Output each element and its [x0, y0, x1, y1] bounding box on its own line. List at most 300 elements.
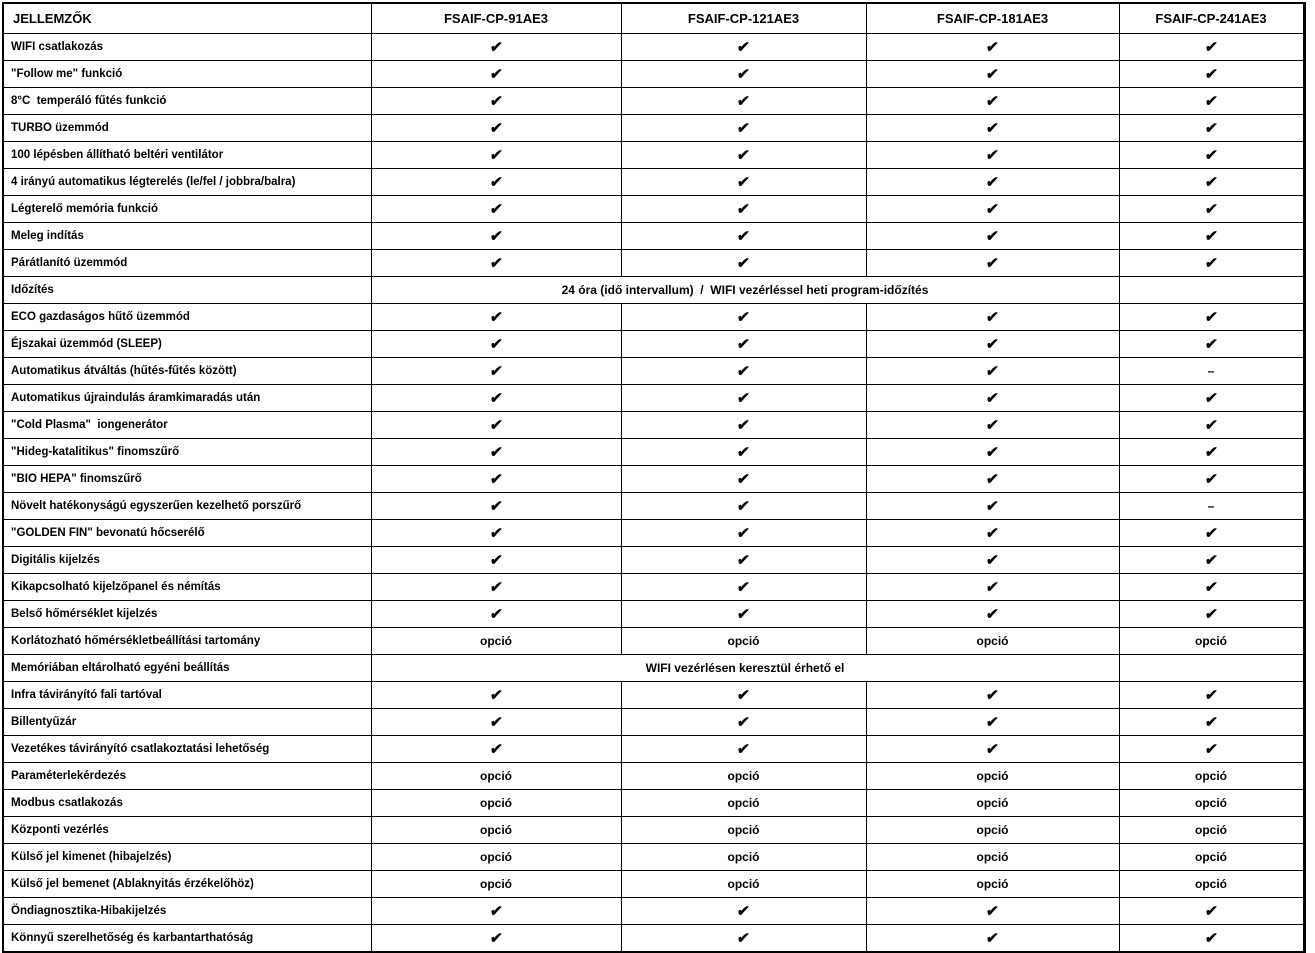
feature-label: Növelt hatékonyságú egyszerűen kezelhető porszűrő: [3, 493, 371, 520]
feature-value-cell: [621, 385, 866, 412]
feature-value-cell: [621, 169, 866, 196]
table-row: [3, 196, 1304, 223]
table-row: [3, 520, 1304, 547]
feature-label: "BIO HEPA" finomszűrő: [3, 466, 371, 493]
feature-value-cell: [866, 574, 1119, 601]
feature-value-cell: [866, 169, 1119, 196]
not-available-dash: –: [1119, 493, 1304, 520]
feature-value-cell: [621, 736, 866, 763]
check-icon: ✔: [736, 416, 751, 434]
feature-value-cell: [1119, 88, 1304, 115]
table-row: [3, 88, 1304, 115]
check-icon: ✔: [488, 146, 504, 164]
feature-label: "GOLDEN FIN" bevonatú hőcserélő: [3, 520, 371, 547]
table-row: [3, 331, 1304, 358]
option-value: opció: [866, 628, 1119, 655]
feature-value-cell: [1119, 709, 1304, 736]
empty-value-cell: [1119, 655, 1304, 682]
feature-value-cell: [866, 547, 1119, 574]
check-icon: ✔: [1203, 200, 1219, 218]
feature-label: TURBO üzemmód: [3, 115, 371, 142]
feature-value-cell: [371, 601, 621, 628]
feature-label: Billentyűzár: [3, 709, 371, 736]
model-column-header: FSAIF-CP-241AE3: [1119, 3, 1304, 34]
check-icon: ✔: [488, 686, 504, 704]
feature-value-cell: [621, 709, 866, 736]
check-icon: ✔: [736, 92, 751, 110]
check-icon: ✔: [1203, 551, 1219, 569]
feature-label: Modbus csatlakozás: [3, 790, 371, 817]
table-row: [3, 709, 1304, 736]
not-available-dash: –: [1119, 358, 1304, 385]
check-icon: ✔: [1203, 92, 1219, 110]
table-row: [3, 574, 1304, 601]
check-icon: ✔: [1203, 929, 1219, 947]
check-icon: ✔: [1203, 740, 1219, 758]
feature-value-cell: [1119, 547, 1304, 574]
table-row: [3, 412, 1304, 439]
check-icon: ✔: [1203, 335, 1219, 353]
feature-value-cell: [371, 169, 621, 196]
check-icon: ✔: [488, 740, 504, 758]
table-row: [3, 763, 1304, 790]
feature-label: Központi vezérlés: [3, 817, 371, 844]
feature-value-cell: [866, 115, 1119, 142]
check-icon: ✔: [736, 389, 751, 407]
check-icon: ✔: [736, 605, 751, 623]
feature-value-cell: [371, 736, 621, 763]
feature-comparison-table: [2, 2, 1306, 953]
option-value: opció: [621, 871, 866, 898]
check-icon: ✔: [488, 578, 504, 596]
table-row: [3, 142, 1304, 169]
check-icon: ✔: [736, 740, 751, 758]
option-value: opció: [1119, 871, 1304, 898]
feature-value-cell: [1119, 925, 1304, 953]
check-icon: ✔: [985, 389, 1000, 407]
feature-value-cell: [1119, 142, 1304, 169]
feature-label: Öndiagnosztika-Hibakijelzés: [3, 898, 371, 925]
feature-value-cell: [371, 331, 621, 358]
check-icon: ✔: [488, 92, 504, 110]
feature-value-cell: [1119, 601, 1304, 628]
feature-label: Légterelő memória funkció: [3, 196, 371, 223]
option-value: opció: [621, 628, 866, 655]
check-icon: ✔: [985, 362, 1000, 380]
table-row: [3, 493, 1304, 520]
feature-value-cell: [866, 358, 1119, 385]
feature-label: Belső hőmérséklet kijelzés: [3, 601, 371, 628]
check-icon: ✔: [488, 524, 504, 542]
check-icon: ✔: [985, 524, 1000, 542]
feature-value-cell: [371, 223, 621, 250]
feature-value-cell: [371, 520, 621, 547]
feature-value-cell: [1119, 412, 1304, 439]
check-icon: ✔: [488, 416, 504, 434]
feature-label: "Follow me" funkció: [3, 61, 371, 88]
check-icon: ✔: [985, 335, 1000, 353]
feature-value-cell: [1119, 520, 1304, 547]
check-icon: ✔: [985, 200, 1000, 218]
option-value: opció: [371, 628, 621, 655]
feature-value-cell: [866, 412, 1119, 439]
check-icon: ✔: [736, 713, 751, 731]
check-icon: ✔: [985, 443, 1000, 461]
feature-label: WIFI csatlakozás: [3, 34, 371, 61]
feature-value-cell: [866, 34, 1119, 61]
check-icon: ✔: [488, 470, 504, 488]
feature-value-cell: [371, 547, 621, 574]
check-icon: ✔: [985, 416, 1000, 434]
feature-value-cell: [866, 898, 1119, 925]
empty-value-cell: [1119, 277, 1304, 304]
check-icon: ✔: [985, 308, 1000, 326]
check-icon: ✔: [985, 146, 1000, 164]
feature-value-cell: [621, 682, 866, 709]
check-icon: ✔: [488, 929, 504, 947]
feature-value-cell: [1119, 466, 1304, 493]
table-row: [3, 385, 1304, 412]
spanning-value-cell: 24 óra (idő intervallum) / WIFI vezérléssel heti program-időzítés: [371, 277, 1119, 304]
check-icon: ✔: [488, 200, 504, 218]
table-row: [3, 628, 1304, 655]
feature-value-cell: [866, 493, 1119, 520]
check-icon: ✔: [736, 254, 751, 272]
option-value: opció: [621, 790, 866, 817]
model-column-header: FSAIF-CP-91AE3: [371, 3, 621, 34]
feature-value-cell: [371, 385, 621, 412]
feature-value-cell: [621, 898, 866, 925]
feature-value-cell: [621, 493, 866, 520]
table-row: [3, 925, 1304, 953]
table-row: [3, 655, 1304, 682]
check-icon: ✔: [736, 497, 751, 515]
feature-value-cell: [1119, 115, 1304, 142]
feature-label: 100 lépésben állítható beltéri ventilátor: [3, 142, 371, 169]
table-row: [3, 115, 1304, 142]
feature-label: Meleg indítás: [3, 223, 371, 250]
check-icon: ✔: [985, 686, 1000, 704]
table-row: [3, 898, 1304, 925]
check-icon: ✔: [1203, 146, 1219, 164]
option-value: opció: [1119, 763, 1304, 790]
option-value: opció: [866, 844, 1119, 871]
feature-value-cell: [371, 682, 621, 709]
check-icon: ✔: [736, 929, 751, 947]
check-icon: ✔: [985, 227, 1000, 245]
feature-value-cell: [866, 601, 1119, 628]
check-icon: ✔: [736, 443, 751, 461]
check-icon: ✔: [1203, 119, 1219, 137]
check-icon: ✔: [1203, 686, 1219, 704]
check-icon: ✔: [488, 389, 504, 407]
table-row: [3, 223, 1304, 250]
feature-value-cell: [371, 142, 621, 169]
feature-value-cell: [866, 88, 1119, 115]
feature-value-cell: [371, 466, 621, 493]
features-column-header: JELLEMZŐK: [3, 3, 371, 34]
check-icon: ✔: [1203, 470, 1219, 488]
feature-value-cell: [371, 304, 621, 331]
feature-value-cell: [621, 358, 866, 385]
feature-value-cell: [371, 115, 621, 142]
feature-label: Külső jel bemenet (Ablaknyitás érzékelőhöz): [3, 871, 371, 898]
table-row: [3, 169, 1304, 196]
feature-value-cell: [621, 142, 866, 169]
feature-label: Paraméterlekérdezés: [3, 763, 371, 790]
check-icon: ✔: [736, 335, 751, 353]
feature-value-cell: [621, 601, 866, 628]
check-icon: ✔: [488, 713, 504, 731]
feature-value-cell: [621, 547, 866, 574]
feature-value-cell: [371, 250, 621, 277]
feature-value-cell: [371, 709, 621, 736]
option-value: opció: [1119, 817, 1304, 844]
check-icon: ✔: [985, 740, 1000, 758]
feature-value-cell: [1119, 682, 1304, 709]
feature-value-cell: [866, 304, 1119, 331]
feature-value-cell: [621, 925, 866, 953]
header-row: [3, 3, 1304, 34]
option-value: opció: [866, 763, 1119, 790]
check-icon: ✔: [1203, 443, 1219, 461]
table-row: [3, 304, 1304, 331]
table-row: [3, 736, 1304, 763]
model-column-header: FSAIF-CP-181AE3: [866, 3, 1119, 34]
feature-value-cell: [371, 574, 621, 601]
check-icon: ✔: [1203, 578, 1219, 596]
feature-value-cell: [621, 304, 866, 331]
feature-value-cell: [1119, 304, 1304, 331]
check-icon: ✔: [1203, 605, 1219, 623]
check-icon: ✔: [1203, 416, 1219, 434]
check-icon: ✔: [985, 578, 1000, 596]
option-value: opció: [1119, 628, 1304, 655]
feature-value-cell: [1119, 223, 1304, 250]
table-row: [3, 439, 1304, 466]
table-row: [3, 358, 1304, 385]
check-icon: ✔: [1203, 389, 1219, 407]
feature-value-cell: [866, 520, 1119, 547]
check-icon: ✔: [1203, 38, 1219, 56]
check-icon: ✔: [488, 335, 504, 353]
table-row: [3, 790, 1304, 817]
check-icon: ✔: [985, 119, 1000, 137]
check-icon: ✔: [488, 119, 504, 137]
feature-value-cell: [621, 34, 866, 61]
feature-label: Párátlanító üzemmód: [3, 250, 371, 277]
option-value: opció: [866, 817, 1119, 844]
table-row: [3, 601, 1304, 628]
feature-value-cell: [1119, 385, 1304, 412]
feature-value-cell: [866, 709, 1119, 736]
feature-value-cell: [371, 925, 621, 953]
check-icon: ✔: [985, 254, 1000, 272]
feature-label: Vezetékes távirányító csatlakoztatási lehetőség: [3, 736, 371, 763]
check-icon: ✔: [985, 470, 1000, 488]
table-body: [3, 34, 1304, 953]
check-icon: ✔: [736, 470, 751, 488]
table-row: [3, 250, 1304, 277]
feature-value-cell: [866, 736, 1119, 763]
feature-value-cell: [866, 61, 1119, 88]
option-value: opció: [1119, 790, 1304, 817]
feature-value-cell: [1119, 250, 1304, 277]
feature-value-cell: [621, 466, 866, 493]
table-row: [3, 466, 1304, 493]
feature-value-cell: [866, 196, 1119, 223]
feature-value-cell: [371, 898, 621, 925]
feature-label: Időzítés: [3, 277, 371, 304]
check-icon: ✔: [488, 227, 504, 245]
check-icon: ✔: [1203, 254, 1219, 272]
check-icon: ✔: [488, 362, 504, 380]
check-icon: ✔: [488, 173, 504, 191]
option-value: opció: [621, 844, 866, 871]
check-icon: ✔: [736, 227, 751, 245]
feature-value-cell: [1119, 439, 1304, 466]
feature-value-cell: [621, 331, 866, 358]
check-icon: ✔: [736, 551, 751, 569]
check-icon: ✔: [1203, 227, 1219, 245]
feature-label: Külső jel kimenet (hibajelzés): [3, 844, 371, 871]
feature-value-cell: [371, 196, 621, 223]
check-icon: ✔: [736, 119, 751, 137]
check-icon: ✔: [488, 497, 504, 515]
feature-value-cell: [866, 925, 1119, 953]
check-icon: ✔: [985, 65, 1000, 83]
check-icon: ✔: [985, 173, 1000, 191]
feature-value-cell: [621, 115, 866, 142]
check-icon: ✔: [736, 524, 751, 542]
feature-value-cell: [621, 439, 866, 466]
option-value: opció: [371, 844, 621, 871]
check-icon: ✔: [736, 173, 751, 191]
table-row: [3, 682, 1304, 709]
check-icon: ✔: [488, 254, 504, 272]
feature-value-cell: [371, 439, 621, 466]
feature-value-cell: [621, 412, 866, 439]
table-row: [3, 61, 1304, 88]
feature-value-cell: [371, 34, 621, 61]
option-value: opció: [866, 871, 1119, 898]
feature-value-cell: [371, 412, 621, 439]
table-row: [3, 871, 1304, 898]
check-icon: ✔: [488, 605, 504, 623]
check-icon: ✔: [985, 92, 1000, 110]
check-icon: ✔: [985, 38, 1000, 56]
option-value: opció: [371, 790, 621, 817]
table-row: [3, 277, 1304, 304]
feature-value-cell: [1119, 898, 1304, 925]
option-value: opció: [371, 817, 621, 844]
table-row: [3, 547, 1304, 574]
check-icon: ✔: [736, 686, 751, 704]
feature-value-cell: [371, 88, 621, 115]
feature-label: Infra távirányító fali tartóval: [3, 682, 371, 709]
feature-label: Automatikus átváltás (hűtés-fűtés között): [3, 358, 371, 385]
check-icon: ✔: [488, 308, 504, 326]
feature-value-cell: [621, 88, 866, 115]
feature-value-cell: [866, 142, 1119, 169]
check-icon: ✔: [985, 497, 1000, 515]
feature-value-cell: [1119, 61, 1304, 88]
option-value: opció: [621, 817, 866, 844]
feature-value-cell: [1119, 196, 1304, 223]
check-icon: ✔: [736, 38, 751, 56]
feature-value-cell: [1119, 169, 1304, 196]
feature-label: Korlátozható hőmérsékletbeállítási tartomány: [3, 628, 371, 655]
option-value: opció: [866, 790, 1119, 817]
check-icon: ✔: [488, 65, 504, 83]
check-icon: ✔: [736, 308, 751, 326]
feature-value-cell: [371, 493, 621, 520]
feature-value-cell: [621, 574, 866, 601]
check-icon: ✔: [985, 929, 1000, 947]
check-icon: ✔: [736, 200, 751, 218]
feature-value-cell: [371, 358, 621, 385]
option-value: opció: [621, 763, 866, 790]
check-icon: ✔: [488, 38, 504, 56]
feature-value-cell: [1119, 34, 1304, 61]
feature-label: Automatikus újraindulás áramkimaradás után: [3, 385, 371, 412]
check-icon: ✔: [1203, 173, 1219, 191]
feature-value-cell: [621, 196, 866, 223]
check-icon: ✔: [1203, 902, 1219, 920]
feature-value-cell: [621, 520, 866, 547]
feature-label: Kikapcsolható kijelzőpanel és némítás: [3, 574, 371, 601]
check-icon: ✔: [736, 65, 751, 83]
check-icon: ✔: [488, 902, 504, 920]
check-icon: ✔: [488, 551, 504, 569]
check-icon: ✔: [736, 578, 751, 596]
feature-label: "Hideg-katalitikus" finomszűrő: [3, 439, 371, 466]
feature-label: Memóriában eltárolható egyéni beállítás: [3, 655, 371, 682]
check-icon: ✔: [1203, 308, 1219, 326]
feature-value-cell: [1119, 331, 1304, 358]
feature-value-cell: [866, 223, 1119, 250]
check-icon: ✔: [985, 713, 1000, 731]
option-value: opció: [371, 763, 621, 790]
feature-value-cell: [1119, 574, 1304, 601]
check-icon: ✔: [488, 443, 504, 461]
feature-value-cell: [371, 61, 621, 88]
check-icon: ✔: [1203, 713, 1219, 731]
feature-value-cell: [866, 439, 1119, 466]
feature-label: ECO gazdaságos hűtő üzemmód: [3, 304, 371, 331]
check-icon: ✔: [985, 605, 1000, 623]
feature-value-cell: [866, 385, 1119, 412]
table-row: [3, 844, 1304, 871]
check-icon: ✔: [985, 902, 1000, 920]
feature-value-cell: [866, 250, 1119, 277]
feature-value-cell: [866, 466, 1119, 493]
feature-label: 4 irányú automatikus légterelés (le/fel / jobbra/balra): [3, 169, 371, 196]
feature-value-cell: [621, 223, 866, 250]
option-value: opció: [371, 871, 621, 898]
table-row: [3, 34, 1304, 61]
feature-label: Éjszakai üzemmód (SLEEP): [3, 331, 371, 358]
feature-label: "Cold Plasma" iongenerátor: [3, 412, 371, 439]
check-icon: ✔: [985, 551, 1000, 569]
feature-value-cell: [1119, 736, 1304, 763]
check-icon: ✔: [736, 362, 751, 380]
feature-label: Digitális kijelzés: [3, 547, 371, 574]
check-icon: ✔: [1203, 524, 1219, 542]
model-column-header: FSAIF-CP-121AE3: [621, 3, 866, 34]
option-value: opció: [1119, 844, 1304, 871]
spanning-value-cell: WIFI vezérlésen keresztül érhető el: [371, 655, 1119, 682]
